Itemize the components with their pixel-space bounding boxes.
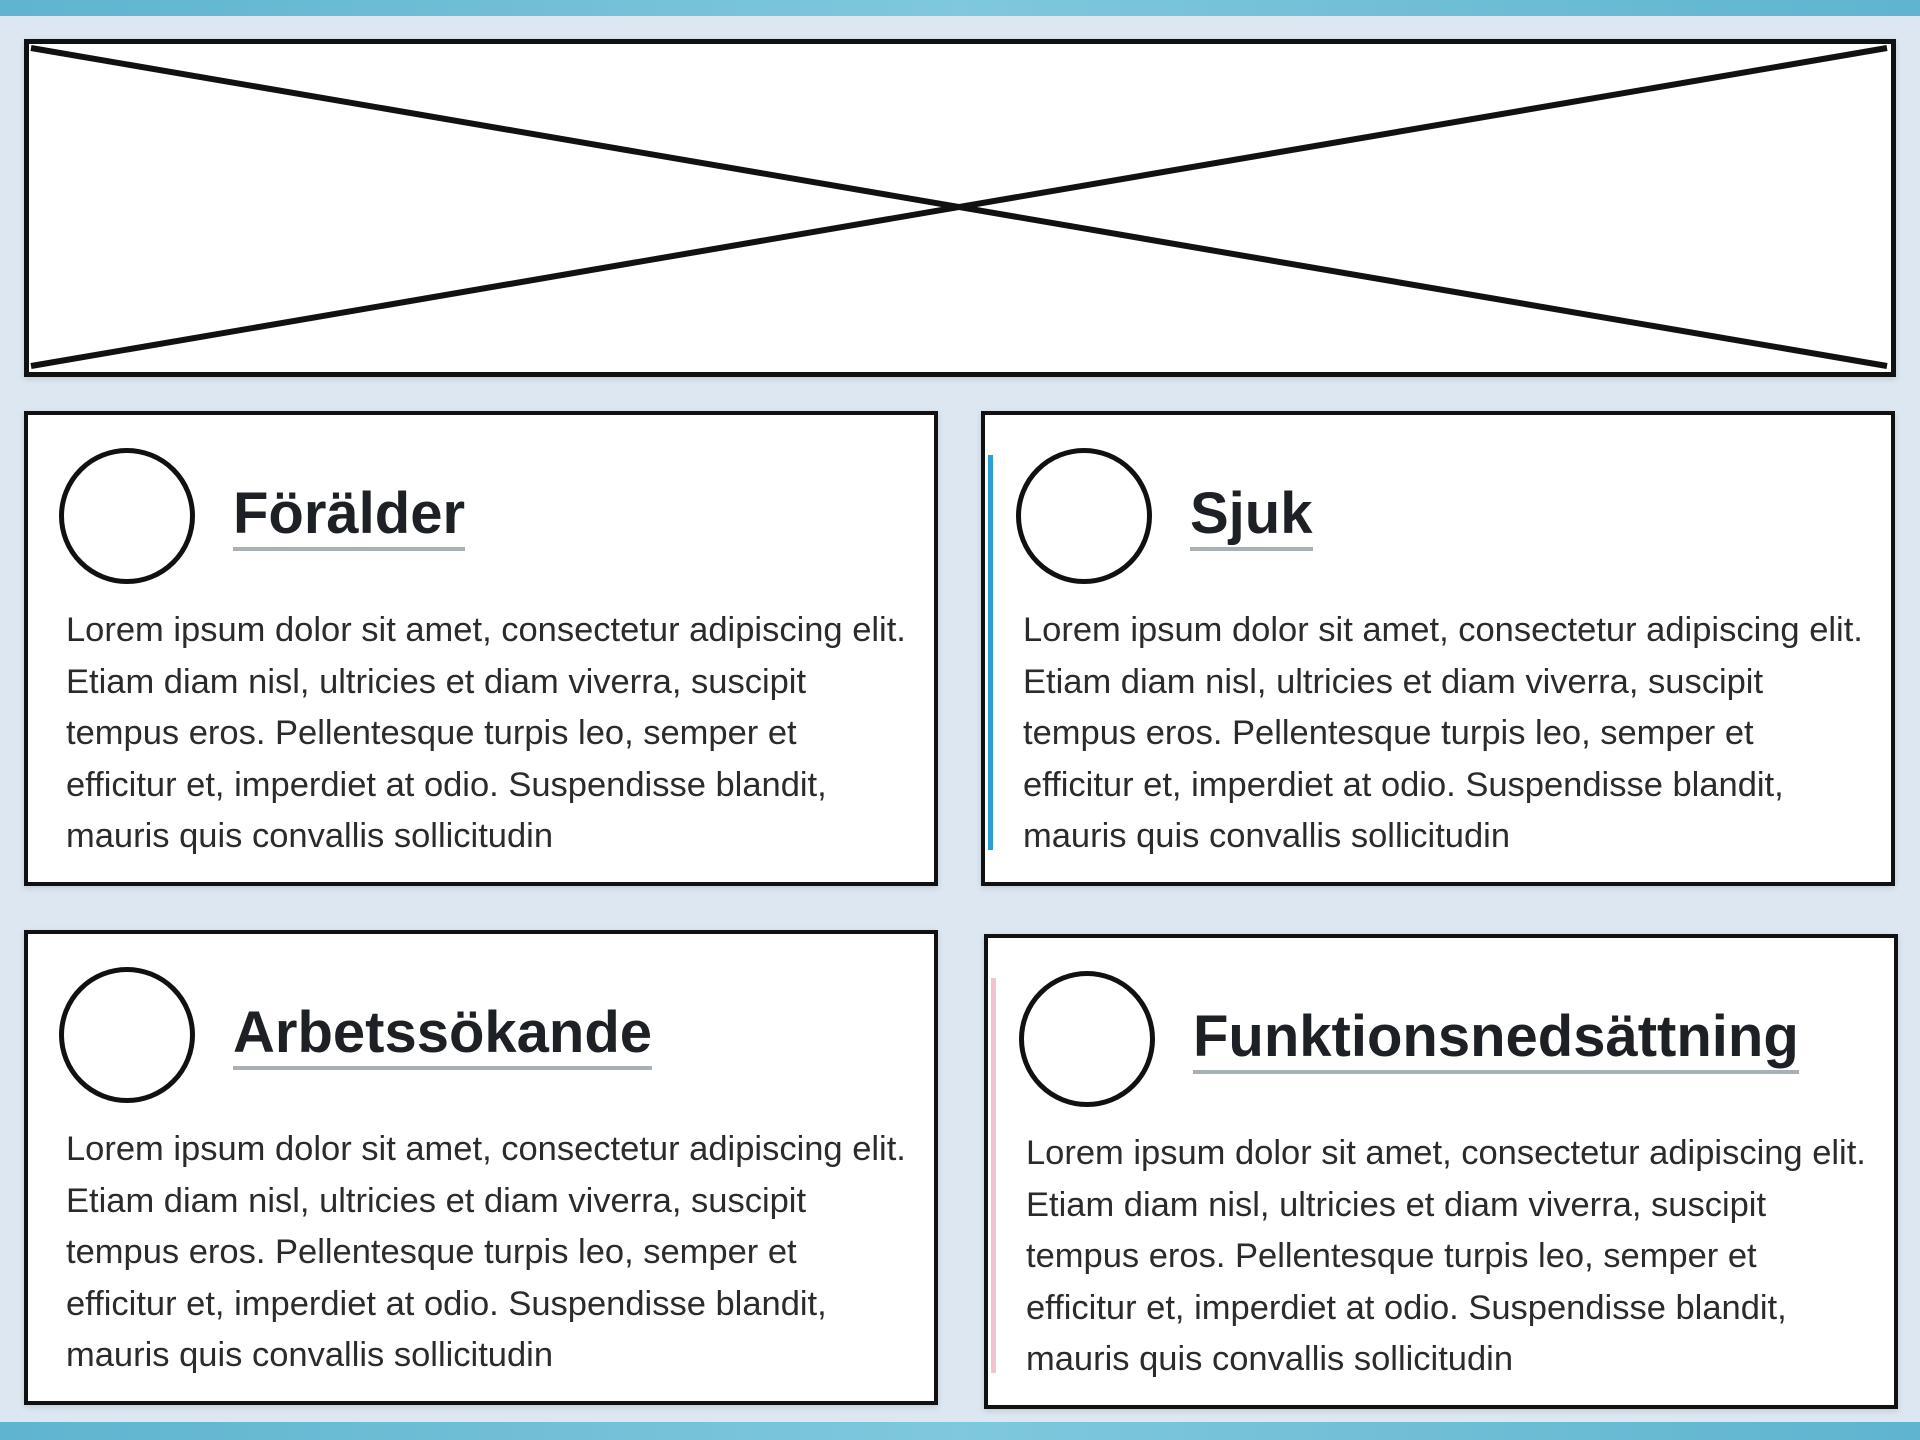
avatar-placeholder-icon <box>59 967 195 1103</box>
card-body: Lorem ipsum dolor sit amet, consectetur adipiscing elit. Etiam diam nisl, ultricies et diam viverra, suscipit tempus eros. Pellentesque turpis leo, semper et efficitur et, imperdiet at odio. Suspendisse blandit, mauris quis convallis sollicitudin <box>1023 611 1863 855</box>
card-sjuk[interactable] <box>981 411 1895 886</box>
avatar-placeholder-icon <box>1016 448 1152 584</box>
card-title[interactable]: Förälder <box>233 483 465 551</box>
card-body: Lorem ipsum dolor sit amet, consectetur adipiscing elit. Etiam diam nisl, ultricies et diam viverra, suscipit tempus eros. Pellentesque turpis leo, semper et efficitur et, imperdiet at odio. Suspendisse blandit, mauris quis convallis sollicitudin <box>66 611 906 855</box>
top-edge-band <box>0 0 1920 16</box>
bottom-edge-band <box>0 1422 1920 1440</box>
card-title[interactable]: Funktionsnedsättning <box>1193 1006 1799 1074</box>
card-accent-bar <box>988 455 993 850</box>
card-title[interactable]: Sjuk <box>1190 483 1313 551</box>
card-accent-bar <box>991 978 996 1373</box>
hero-image-placeholder <box>24 39 1896 377</box>
card-accent-bar <box>31 455 36 850</box>
card-body: Lorem ipsum dolor sit amet, consectetur adipiscing elit. Etiam diam nisl, ultricies et diam viverra, suscipit tempus eros. Pellentesque turpis leo, semper et efficitur et, imperdiet at odio. Suspendisse blandit, mauris quis convallis sollicitudin <box>1026 1134 1866 1378</box>
card-foralder[interactable] <box>24 411 938 886</box>
card-accent-bar <box>31 974 36 1369</box>
card-arbetssokande[interactable] <box>24 930 938 1405</box>
avatar-placeholder-icon <box>1019 971 1155 1107</box>
card-title[interactable]: Arbetssökande <box>233 1002 652 1070</box>
card-body: Lorem ipsum dolor sit amet, consectetur adipiscing elit. Etiam diam nisl, ultricies et diam viverra, suscipit tempus eros. Pellentesque turpis leo, semper et efficitur et, imperdiet at odio. Suspendisse blandit, mauris quis convallis sollicitudin <box>66 1130 906 1374</box>
card-funktionsnedsattning[interactable] <box>984 934 1898 1409</box>
avatar-placeholder-icon <box>59 448 195 584</box>
image-placeholder-icon <box>29 44 1891 372</box>
